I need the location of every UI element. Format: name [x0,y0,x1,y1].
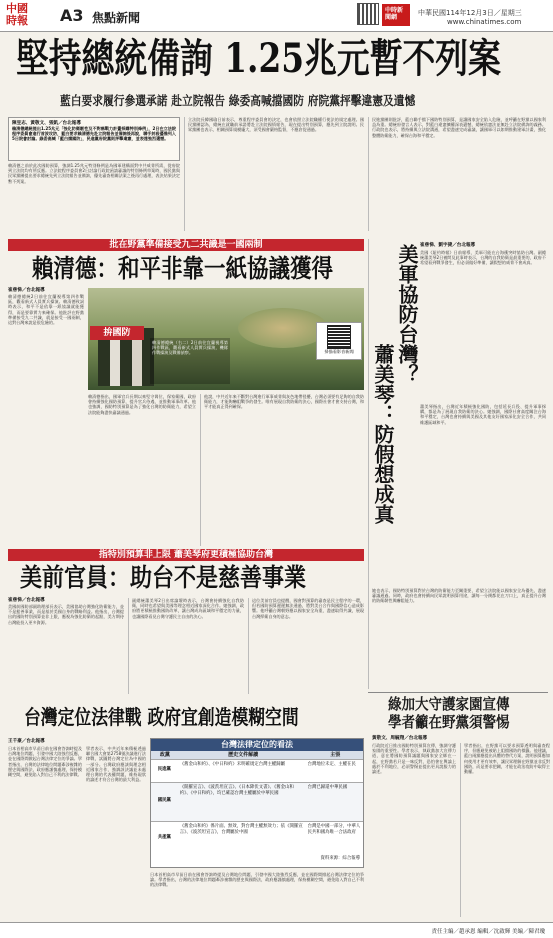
opinion-byline: 黃敬文、周毓翔／台北報導 [372,736,428,741]
opinion-headline-1: 綠加大守護家園宣傳 [388,695,510,713]
footer [0,922,553,938]
page-number: A3 [60,6,84,25]
lead-byline: 陳昱志、黃敬文、張凱／台北報導 [12,121,81,126]
right-logo-text: 中時新聞網 [385,7,404,21]
masthead [0,0,553,32]
date-line: 中華民國114年12月3日／星期三 [418,9,522,17]
photo-smoke-icon [238,308,328,348]
section2-kicker: 批在野黨準備接受九二共識是一國兩制 [109,240,263,250]
lead-body-col-3: 民進黨團則批評，藍白聯手擋下國防特別預算，是讓國家安全陷入危險，並呼籲在野黨以國家利益為重。總統府發言人表示，對藍白違憲擴權深表遺憾，總統依憲法並無赴立法院備詢的義務。行政院也表示，將持續與立法院溝通，希望盡速完成審議，讓國軍可以如期推動建軍計畫，強化整體防衛能力，確保台海和平穩定。 [368,117,546,231]
section3-headline: 美前官員：助台不是慈善事業 [20,563,307,592]
legal-status-table [150,738,364,868]
col-block-body-2: 蕭美琴指出，台灣近年積極強化國防，包括延長兵役、提升軍事採購，都是為了展現自我防衛的決心。她強調，國際社會高度關注台海和平穩定，台灣也會持續與美國及其他友好國家深化安全合作，共同維護區域和平。 [420,404,546,425]
table-header-claim: 主張 [330,752,341,758]
footer-editors: 責任主編／趙承恩 編輯／沈啟輝 美編／陳君瓊 [431,929,545,935]
table-cell-claim: 台灣已歸還中華民國 [307,785,348,790]
section3-body-col-1: 美國前國防部副助理部長表示，美國協助台灣強化防衛能力，並不是慈善事業，而是基於美國自身的戰略利益。他指出，台灣提出的國防特別預算並非上限，應視為強化防衛的起點，美方期待台灣能投入更多資源。 [8,604,124,625]
lead-body-col-1: 賴清德之前於此次國防預算，強調1.25兆元特別條例是為國軍建構面對中共威脅所需，從府院到立法院均有所反應。立法院程序委員會2日討論行政院函請審議的特別條例草案時，國民黨與民眾黨團提出要求總統先到立法院報告並備詢，優先審查相關法案之後再行處理，表決結果決定暫不列案。 [8,163,180,184]
section4-headline: 台灣定位法律戰 政府宜創造模糊空間 [24,705,299,729]
section2-byline: 崔慈悌／台北報導 [8,288,45,293]
section2-body-col-1: 賴清德總統2日前往宜蘭視導第四作戰區，觀看新式人員實兵操演。賴清德致詞時表示，和平不是依靠一紙協議就能獲得，而是要靠實力來確保。他批評在野黨準備接受九二共識，就是接受一國兩制，這對台灣來說是很危險的。 [8,294,84,326]
opinion-body-1: 行政院近日推出國防特別預算宣傳，強調守護家園的重要性。學者表示，執政黨加大宣傳力道，意在將國防預算議題與國家安全綁在一起，在野黨若只是一味反對，恐怕會在輿論上處於不利地位，必須警惕並提出更具說服力的論述。 [372,743,456,775]
lead-subhead: 藍白要求履行參選承諾 赴立院報告 綠委高喊擋國防 府院黨抨擊違憲及遺憾 [60,93,416,108]
section-name: 焦點新聞 [92,11,141,25]
table-cell-party: 民進黨 [157,767,171,772]
table-row [151,821,363,856]
section3-kicker-bar [8,549,364,561]
section3-kicker: 指特別預算非上限 蕭美琴府更積極協助台灣 [98,550,274,560]
opinion-body-2: 學者指出，在野黨可以要求預算透明與審查程序，但應避免被貼上阻擋國防的標籤。他建議，藍白兩黨應提出具體的替代方案，說明預算應如何使用才更有效率，讓民眾理解在野黨並非反對國防，而是要求把關，才能在政治攻防中取得主動權。 [460,743,550,917]
website-url: www.chinatimes.com [447,18,522,26]
section2-body-col-3: 他說，中共近年來不斷對台灣進行軍事威脅與灰色地帶侵擾，台灣必須要有足夠的自我防衛能力，才能夠嚇阻戰爭的發生。唯有展現自我防衛的決心，國際社會才會支持台灣，和平才能真正得到確保。 [200,394,364,546]
newspaper-logo [6,3,36,29]
section2-kicker-bar [8,239,364,251]
lead-headline: 堅持總統備詢 1.25兆元暫不列案 [16,35,501,82]
col-block-byline: 崔慈悌、劉宇捷／台北報導 [420,243,476,248]
table-cell-docs: 《開羅宣言》、《波茨坦宣言》、《日本降伏文書》、《舊金山和約》、《中日和約》，均已確認台灣主權屬於中華民國 [179,785,294,796]
table-header-row [151,751,363,759]
photo-label: 拚國防 [103,328,131,338]
col-block-vertical-headline [372,244,418,584]
col-block-headline-1: 美軍協防台灣？ [395,244,419,384]
table-cell-docs: 《舊金山和約》、《中日和約》未明確規定台灣主權歸屬 [179,762,286,767]
table-header-docs: 歷史文件解讀 [228,752,259,758]
table-source: 資料來源：綜合報導 [320,856,360,861]
table-title: 台灣法律定位的看法 [151,739,363,751]
section4-body-col-3: 日本首相高市早苗日前在國會答詢時提及台灣地位問題，引發中國大陸強烈反應，並在國際間掀起台灣法律定位的爭論。學者指出，台灣的法律地位問題牽涉複雜的歷史與國際法，政府應謹慎處理，保持模糊空間，避免陷入對自己不利的法律戰。 [150,872,364,888]
logo-text: 中國時報 [6,2,28,27]
section3-byline: 崔慈悌／台北報導 [8,598,45,603]
qr-code-icon [357,3,379,25]
section4-byline: 王千豪／台北報導 [8,739,45,744]
section2-body-col-2: 賴清德指出，國軍官兵長期以來堅守崗位，保家衛國，政府會持續強化國防預算，提升官兵待遇，並推動軍事改革。他也強調，國防特別預算是為了強化台灣的防衛能力，希望立法院能夠盡快審議通過。 [88,394,196,415]
qr-code-icon [327,325,351,349]
qr-caption: 掃描看影音新聞 [324,349,354,354]
qr-video-box [316,322,362,360]
right-logo-box [382,4,410,26]
section3-body-col-3: 這位美前官員也提醒，國會對預算的審查是民主程序的一環，但若國防預算遲遲無法通過，將對美台合作與國際信心造成影響。他呼籲台灣朝野應以國家安全為重，盡速取得共識，展現台灣捍衛自身的意志。 [248,598,364,694]
lead-summary: 賴清德總統提出1.25兆元「強化防衛韌性及不對稱戰力計畫採購特別條例」，2日在立法院程序委員會進行首波攻防，藍白要求賴清德先赴立院報告並備詢後再說，聯手封殺優雅列入5日院會討論。綠委高喊「藍白擋國防」，民進黨府院黨則抨擊違憲，並表達強烈遺憾。 [12,126,176,142]
lead-summary-box [8,117,180,161]
table-cell-docs: 《舊金山和約》係片面、無效，對台灣主權無效力；依《開羅宣言》、《波茨坦宣言》，台灣屬於中國 [179,824,303,835]
lead-body-col-2: 立法院長韓國瑜日前表示，尊重程序委員會的決定，也會依照立法院職權行使法的規定處理。國民黨團認為，總統在就職前承諾將赴立法院國情報告，現在提出特別預算，應先到立院說明。民眾黨團也表示，相關預算規模龐大，須受國會嚴格監督，不應倉促通過。 [184,117,364,231]
table-cell-claim: 台灣是中國一部分，中華人民共和國為唯一合法政府 [307,824,361,835]
col-block-headline-2: 蕭美琴：防假想成真 [371,344,395,524]
section3-body-col-2: 副總統蕭美琴2日出席論壇時表示，台灣會持續強化自我防衛，同時也希望與美國等理念相近國家深化合作。她強調，政府將更積極推動國防改革，讓台灣成為區域和平穩定的力量，也讓國際看見台灣守護民主自由的決心。 [128,598,244,694]
section4-body-col-1: 日本首相高市早苗日前在國會答詢時提及台灣地位問題，引發中國大陸強烈反應，並在國際間掀起台灣法律定位的爭論。學者指出，台灣的法律地位問題牽涉複雜的歷史與國際法，政府應謹慎處理，保持模糊空間，避免陷入對自己不利的法律戰。 [8,746,82,778]
opinion-headline-2: 學者籲在野黨須警惕 [388,713,510,731]
section2-headline: 賴清德：和平非靠一紙協議獲得 [32,254,334,283]
opinion-block [368,692,548,920]
table-cell-party: 共產黨 [157,835,171,840]
photo-label-box [90,326,144,340]
section4-body-col-2: 學者表示，中共近年來積極透過聯合國大會第2758號決議進行法律戰，試圖將台灣定位為中國的一部分。台灣政府應該與理念相近國家合作，強調該決議並未處理台灣的代表權問題，維持現狀的論述才符合台灣的最大利益。 [86,746,146,783]
table-cell-party: 國民黨 [157,798,171,803]
table-row [151,759,363,782]
section2-photo-caption: 賴清德總統（右二）2日前往宜蘭視導第四作戰區，觀看新式人員實兵操演，機隊作戰操演及戰備偵察。 [150,338,230,384]
col-block-body-1: 美國《紐約時報》日前報導，美軍可能在台海衝突時協防台灣。副總統蕭美琴2日被問及此事時表示，台灣的自我防衛是最重要的，政府不希望看到戰爭發生，但必須做好準備，讓假想的威脅不會成真。 [420,250,546,266]
table-cell-claim: 台灣地位未定、主權在民 [307,762,356,767]
table-header-party: 政黨 [159,752,170,758]
col-block-body-3: 她也表示，國防特別預算對於台灣的防衛能力至關重要，希望立法院能以國家安全為優先，盡速審議通過。同時，政府也會持續向民眾說明預算用途，讓每一分錢都花在刀口上，真正提升台灣的防衛韌性與嚇阻能力。 [372,588,546,604]
table-row [151,782,363,821]
